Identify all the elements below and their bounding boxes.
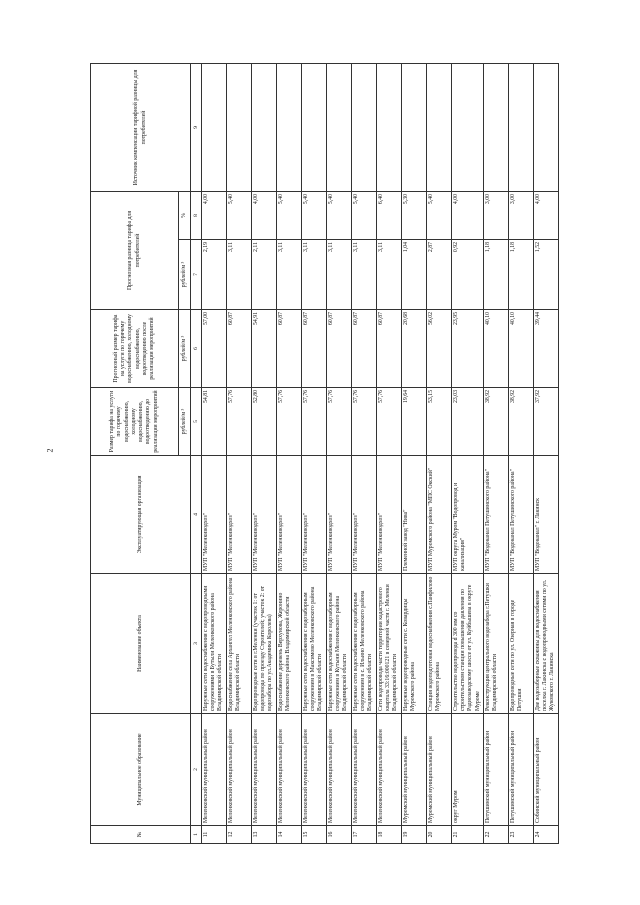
table-body bbox=[202, 63, 559, 843]
col-number: 7 bbox=[191, 240, 202, 310]
tariff-before-cell: 57,76 bbox=[227, 388, 252, 456]
row-number: 24 bbox=[533, 826, 558, 844]
row-number: 18 bbox=[377, 826, 402, 844]
difference-cell: 3,11 bbox=[227, 240, 252, 310]
tariff-before-cell: 52,80 bbox=[252, 388, 277, 456]
difference-cell: 0,92 bbox=[452, 240, 484, 310]
percent-cell: 4,00 bbox=[202, 191, 227, 239]
tariff-after-cell: 57,00 bbox=[202, 310, 227, 388]
table-row bbox=[452, 63, 484, 843]
organization-cell: МУП "Водоканал" г. Лакинск bbox=[533, 456, 558, 574]
tariff-before-cell: 57,76 bbox=[377, 388, 402, 456]
tariff-after-cell: 54,91 bbox=[252, 310, 277, 388]
tariff-after-cell: 23,95 bbox=[452, 310, 484, 388]
row-number: 17 bbox=[352, 826, 377, 844]
organization-cell: МУП "Меленкиводхоз" bbox=[202, 456, 227, 574]
source-cell bbox=[483, 63, 508, 191]
object-cell: Наружные сети водоснабжения с водозаборным сооружением в Максимово Меленковского района Владимирской области bbox=[302, 574, 327, 714]
row-number: 20 bbox=[427, 826, 452, 844]
object-cell: Наружные сети водоснабжения с водопроводными сооружениями в Бутыли Меленковского района Владимирской области bbox=[202, 574, 227, 714]
percent-cell: 5,40 bbox=[327, 191, 352, 239]
municipality-cell: Собинский муниципальный район bbox=[533, 714, 558, 826]
header-source: Источник компенсации тарифной разницы для потребителей bbox=[91, 63, 191, 191]
source-cell bbox=[352, 63, 377, 191]
table-row bbox=[533, 63, 558, 843]
organization-cell: МУП округа Муром "Водопровод и канализация" bbox=[452, 456, 484, 574]
municipality-cell: Меленковский муниципальный район bbox=[252, 714, 277, 826]
tariff-before-cell: 38,92 bbox=[508, 388, 533, 456]
object-cell: Водоснабжение деревень Верхунова, Жеронино Меленковского района Владимирской области bbox=[277, 574, 302, 714]
header-municipality: Муниципальное образование bbox=[91, 714, 191, 826]
tariff-after-cell: 60,87 bbox=[227, 310, 252, 388]
source-cell bbox=[427, 63, 452, 191]
object-cell: Водоснабжение села Архангел Меленковского района Владимирской области bbox=[227, 574, 252, 714]
tariff-before-cell: 37,92 bbox=[533, 388, 558, 456]
object-cell: Наружные сети водоснабжения с водозаборным сооружением в с. Ильино Меленковского района Владимирской области bbox=[352, 574, 377, 714]
col-number: 3 bbox=[191, 574, 202, 714]
difference-cell: 1,18 bbox=[483, 240, 508, 310]
source-cell bbox=[202, 63, 227, 191]
municipality-cell: Петушинский муниципальный район bbox=[483, 714, 508, 826]
percent-cell: 5,30 bbox=[402, 191, 427, 239]
percent-cell: 4,00 bbox=[533, 191, 558, 239]
header-no: № bbox=[91, 826, 191, 844]
tariff-before-cell: 57,76 bbox=[327, 388, 352, 456]
difference-cell: 3,11 bbox=[352, 240, 377, 310]
municipality-cell: округ Муром bbox=[452, 714, 484, 826]
source-cell bbox=[377, 63, 402, 191]
organization-cell: МУП "Водоканал Петушинского района" bbox=[483, 456, 508, 574]
organization-cell: МУП "Меленкиводхоз" bbox=[302, 456, 327, 574]
unit-tariff-before: рублей/м ³ bbox=[179, 388, 191, 456]
table-row bbox=[508, 63, 533, 843]
municipality-cell: Меленковский муниципальный район bbox=[277, 714, 302, 826]
tariff-after-cell: 60,87 bbox=[277, 310, 302, 388]
municipality-cell: Меленковский муниципальный район bbox=[202, 714, 227, 826]
source-cell bbox=[452, 63, 484, 191]
source-cell bbox=[277, 63, 302, 191]
difference-cell: 2,19 bbox=[202, 240, 227, 310]
percent-cell: 6,40 bbox=[377, 191, 402, 239]
object-cell: Реконструкция центрального водозабора г.Петушки Владимирской области bbox=[483, 574, 508, 714]
source-cell bbox=[227, 63, 252, 191]
municipality-cell: Муромский муниципальный район bbox=[427, 714, 452, 826]
tariff-after-cell: 56,02 bbox=[427, 310, 452, 388]
col-number: 9 bbox=[191, 63, 202, 191]
municipality-cell: Петушинский муниципальный район bbox=[508, 714, 533, 826]
rotated-table-page bbox=[90, 64, 595, 844]
header-organization: Эксплуатирующая организация bbox=[91, 456, 191, 574]
col-number: 4 bbox=[191, 456, 202, 574]
tariff-after-cell: 40,10 bbox=[508, 310, 533, 388]
percent-cell: 5,40 bbox=[427, 191, 452, 239]
organization-cell: МУП "Меленкиводхоз" bbox=[377, 456, 402, 574]
object-cell: Наружные сети водоснабжения с водозаборным сооружением в Кутыни Меленковского района Владимирской области bbox=[327, 574, 352, 714]
unit-percent: % bbox=[179, 191, 191, 239]
row-number: 14 bbox=[277, 826, 302, 844]
source-cell bbox=[252, 63, 277, 191]
municipality-cell: Муромский муниципальный район bbox=[402, 714, 427, 826]
object-cell: Водопроводные сети в г.Меленки (участок 1: от водопровода по проезду Строителей; участок 2: от водозабора по ул.Академика Королева) bbox=[252, 574, 277, 714]
tariff-before-cell: 53,15 bbox=[427, 388, 452, 456]
difference-cell: 2,87 bbox=[427, 240, 452, 310]
organization-cell: МУП "Меленкиводхоз" bbox=[327, 456, 352, 574]
table-row bbox=[327, 63, 352, 843]
table-row bbox=[352, 63, 377, 843]
organization-cell: МУП "Водоканал Петушинского района" bbox=[508, 456, 533, 574]
table-row bbox=[402, 63, 427, 843]
tariff-before-cell: 57,76 bbox=[277, 388, 302, 456]
source-cell bbox=[508, 63, 533, 191]
organization-cell: МУП "Меленкиводхоз" bbox=[277, 456, 302, 574]
col-number: 1 bbox=[191, 826, 202, 844]
source-cell bbox=[402, 63, 427, 191]
difference-cell: 1,04 bbox=[402, 240, 427, 310]
row-number: 11 bbox=[202, 826, 227, 844]
table-row bbox=[427, 63, 452, 843]
table-row bbox=[252, 63, 277, 843]
unit-tariff-after: рублей/м ³ bbox=[179, 310, 191, 388]
percent-cell: 5,40 bbox=[227, 191, 252, 239]
object-cell: Станция водоподготовки водоснабжения с.Панфилово Муромского района bbox=[427, 574, 452, 714]
table-row bbox=[377, 63, 402, 843]
source-cell bbox=[533, 63, 558, 191]
tariff-before-cell: 57,76 bbox=[302, 388, 327, 456]
col-number: 6 bbox=[191, 310, 202, 388]
tariff-after-cell: 39,44 bbox=[533, 310, 558, 388]
object-cell: Наружные водопроводные сети с. Ковардицы Муромского района bbox=[402, 574, 427, 714]
municipality-cell: Меленковский муниципальный район bbox=[352, 714, 377, 826]
difference-cell: 3,11 bbox=[327, 240, 352, 310]
organization-cell: МУП "Меленкиводхоз" bbox=[252, 456, 277, 574]
source-cell bbox=[302, 63, 327, 191]
col-number: 2 bbox=[191, 714, 202, 826]
column-numbers-row bbox=[191, 63, 202, 843]
tariff-after-cell: 40,10 bbox=[483, 310, 508, 388]
difference-cell: 2,11 bbox=[252, 240, 277, 310]
tariff-before-cell: 23,03 bbox=[452, 388, 484, 456]
difference-cell: 3,11 bbox=[377, 240, 402, 310]
tariff-before-cell: 57,76 bbox=[352, 388, 377, 456]
table-row bbox=[302, 63, 327, 843]
row-number: 16 bbox=[327, 826, 352, 844]
percent-cell: 3,00 bbox=[508, 191, 533, 239]
difference-cell: 1,52 bbox=[533, 240, 558, 310]
table-row bbox=[227, 63, 252, 843]
percent-cell: 4,00 bbox=[452, 191, 484, 239]
source-cell bbox=[327, 63, 352, 191]
row-number: 12 bbox=[227, 826, 252, 844]
tariff-after-cell: 20,68 bbox=[402, 310, 427, 388]
header-tariff-before: Размер тарифа на услуги по горячему водоснабжению, холодному водоснабжению, водоотведению до реализации мероприятий bbox=[91, 388, 179, 456]
col-number: 8 bbox=[191, 191, 202, 239]
tariff-before-cell: 19,64 bbox=[402, 388, 427, 456]
header-difference: Прогнозная разница тарифа для потребителей bbox=[91, 191, 179, 309]
tariff-table bbox=[90, 63, 559, 844]
tariff-before-cell: 54,81 bbox=[202, 388, 227, 456]
page-number: 2 bbox=[45, 448, 55, 453]
object-cell: Сети водопровода части территории кадастрового квартала 33:16:000121 в северной части г. Меленки Владимирской области bbox=[377, 574, 402, 714]
percent-cell: 5,40 bbox=[352, 191, 377, 239]
municipality-cell: Меленковский муниципальный район bbox=[227, 714, 252, 826]
difference-cell: 3,11 bbox=[277, 240, 302, 310]
unit-difference: рублей/м ³ bbox=[179, 240, 191, 310]
percent-cell: 4,00 bbox=[252, 191, 277, 239]
municipality-cell: Меленковский муниципальный район bbox=[327, 714, 352, 826]
municipality-cell: Меленковский муниципальный район bbox=[302, 714, 327, 826]
organization-cell: Племенной завод "Нива" bbox=[402, 456, 427, 574]
table-row bbox=[277, 63, 302, 843]
row-number: 19 bbox=[402, 826, 427, 844]
percent-cell: 5,40 bbox=[277, 191, 302, 239]
row-number: 22 bbox=[483, 826, 508, 844]
object-cell: Строительство водопровода d 300 мм со строительством станции повышения давления по Радиозаводскому шоссе от ул. Куйбышева в округе Муроме bbox=[452, 574, 484, 714]
row-number: 23 bbox=[508, 826, 533, 844]
table-row bbox=[202, 63, 227, 843]
difference-cell: 1,18 bbox=[508, 240, 533, 310]
header-object: Наименование объекта bbox=[91, 574, 191, 714]
percent-cell: 5,40 bbox=[302, 191, 327, 239]
organization-cell: МУП "Меленкиводхоз" bbox=[227, 456, 252, 574]
organization-cell: МУП Муромского района "МПС Окский" bbox=[427, 456, 452, 574]
tariff-before-cell: 38,92 bbox=[483, 388, 508, 456]
row-number: 15 bbox=[302, 826, 327, 844]
table-row bbox=[483, 63, 508, 843]
percent-cell: 3,00 bbox=[483, 191, 508, 239]
difference-cell: 3,11 bbox=[302, 240, 327, 310]
object-cell: Водопроводные сети по ул. Озерная в городе Петушки bbox=[508, 574, 533, 714]
tariff-after-cell: 60,87 bbox=[377, 310, 402, 388]
tariff-after-cell: 60,87 bbox=[352, 310, 377, 388]
row-number: 13 bbox=[252, 826, 277, 844]
organization-cell: МУП "Меленкиводхоз" bbox=[352, 456, 377, 574]
object-cell: Две водозаборные скважины для водоснабжения поселка г. Лакинска с водопроводными сетями по ул. Жуковского г. Лакинска bbox=[533, 574, 558, 714]
row-number: 21 bbox=[452, 826, 484, 844]
tariff-after-cell: 60,87 bbox=[327, 310, 352, 388]
header-tariff-after: Прогнозный размер тарифа на услуги по горячему водоснабжению, холодному водоснабжению, водоотведению после реализации мероприятий bbox=[91, 310, 179, 388]
col-number: 5 bbox=[191, 388, 202, 456]
municipality-cell: Меленковский муниципальный район bbox=[377, 714, 402, 826]
table-header bbox=[91, 63, 202, 843]
tariff-after-cell: 60,87 bbox=[302, 310, 327, 388]
